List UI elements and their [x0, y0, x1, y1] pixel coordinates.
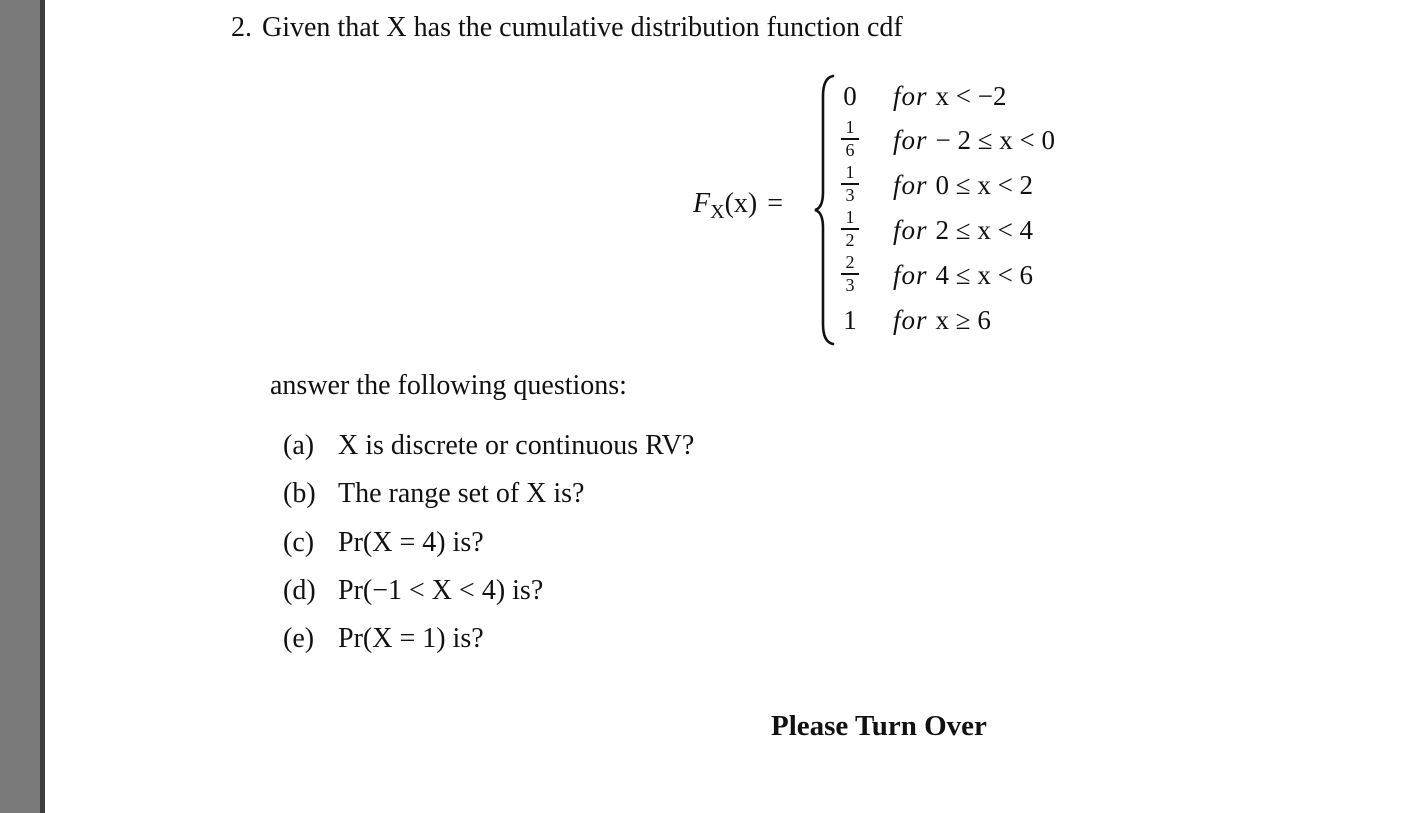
question-text: Pr(X = 1) is?	[338, 623, 484, 654]
question-label: (d)	[283, 575, 316, 606]
case-keyword: for	[893, 81, 928, 111]
questions-intro: answer the following questions:	[270, 370, 627, 401]
case-inequality: 2 ≤ x < 4	[935, 215, 1034, 245]
case-inequality: x < −2	[935, 81, 1007, 111]
case-fraction	[841, 163, 859, 205]
cdf-argument: (x)	[724, 188, 758, 219]
case-keyword: for	[893, 125, 928, 155]
case-keyword: for	[893, 305, 928, 335]
case-fraction	[841, 118, 859, 160]
cdf-case-row	[835, 118, 1195, 162]
viewer-left-margin	[0, 0, 40, 813]
case-fraction	[841, 253, 859, 295]
cdf-subscript: X	[710, 201, 725, 223]
cdf-case-row	[835, 253, 1195, 297]
problem-number: 2.	[231, 12, 252, 43]
question-item	[283, 575, 543, 607]
question-item	[283, 430, 694, 462]
problem-text: Given that X has the cumulative distribution function cdf	[262, 12, 903, 43]
question-text: Pr(X = 4) is?	[338, 527, 484, 558]
case-keyword: for	[893, 170, 928, 200]
question-label: (e)	[283, 623, 315, 654]
question-label: (c)	[283, 527, 315, 558]
question-label: (a)	[283, 430, 315, 461]
question-label: (b)	[283, 478, 316, 509]
left-brace-icon	[813, 74, 837, 346]
cdf-case-row	[835, 298, 1195, 342]
case-value: 0	[843, 81, 857, 111]
question-item	[283, 527, 484, 559]
question-text: The range set of X is?	[338, 478, 585, 509]
problem-statement	[231, 12, 903, 44]
case-value: 1	[843, 305, 857, 335]
page-footer-note: Please Turn Over	[771, 710, 987, 742]
case-inequality: 4 ≤ x < 6	[935, 260, 1034, 290]
case-inequality: − 2 ≤ x < 0	[935, 125, 1056, 155]
case-inequality: 0 ≤ x < 2	[935, 170, 1034, 200]
fraction-denominator: 6	[845, 140, 855, 160]
case-condition	[893, 298, 991, 342]
case-keyword: for	[893, 260, 928, 290]
fraction-denominator: 2	[845, 230, 855, 250]
fraction-numerator: 1	[845, 117, 855, 137]
cdf-case-row	[835, 208, 1195, 252]
case-condition	[893, 253, 1033, 297]
case-fraction	[841, 208, 859, 250]
question-text: Pr(−1 < X < 4) is?	[338, 575, 544, 606]
cdf-function-name: F	[693, 188, 711, 219]
case-condition	[893, 208, 1033, 252]
cdf-case-row	[835, 74, 1195, 118]
case-condition	[893, 163, 1033, 207]
cdf-case-row	[835, 163, 1195, 207]
question-item	[283, 623, 484, 655]
question-text: X is discrete or continuous RV?	[338, 430, 695, 461]
case-keyword: for	[893, 215, 928, 245]
case-inequality: x ≥ 6	[935, 305, 991, 335]
fraction-denominator: 3	[845, 185, 855, 205]
fraction-denominator: 3	[845, 275, 855, 295]
case-condition	[893, 74, 1006, 118]
fraction-numerator: 2	[845, 252, 855, 272]
question-item	[283, 478, 584, 510]
fraction-numerator: 1	[845, 207, 855, 227]
case-condition	[893, 118, 1055, 162]
equals-sign: =	[767, 188, 784, 219]
document-page	[45, 0, 1403, 813]
fraction-numerator: 1	[845, 162, 855, 182]
cdf-lhs	[693, 188, 783, 224]
